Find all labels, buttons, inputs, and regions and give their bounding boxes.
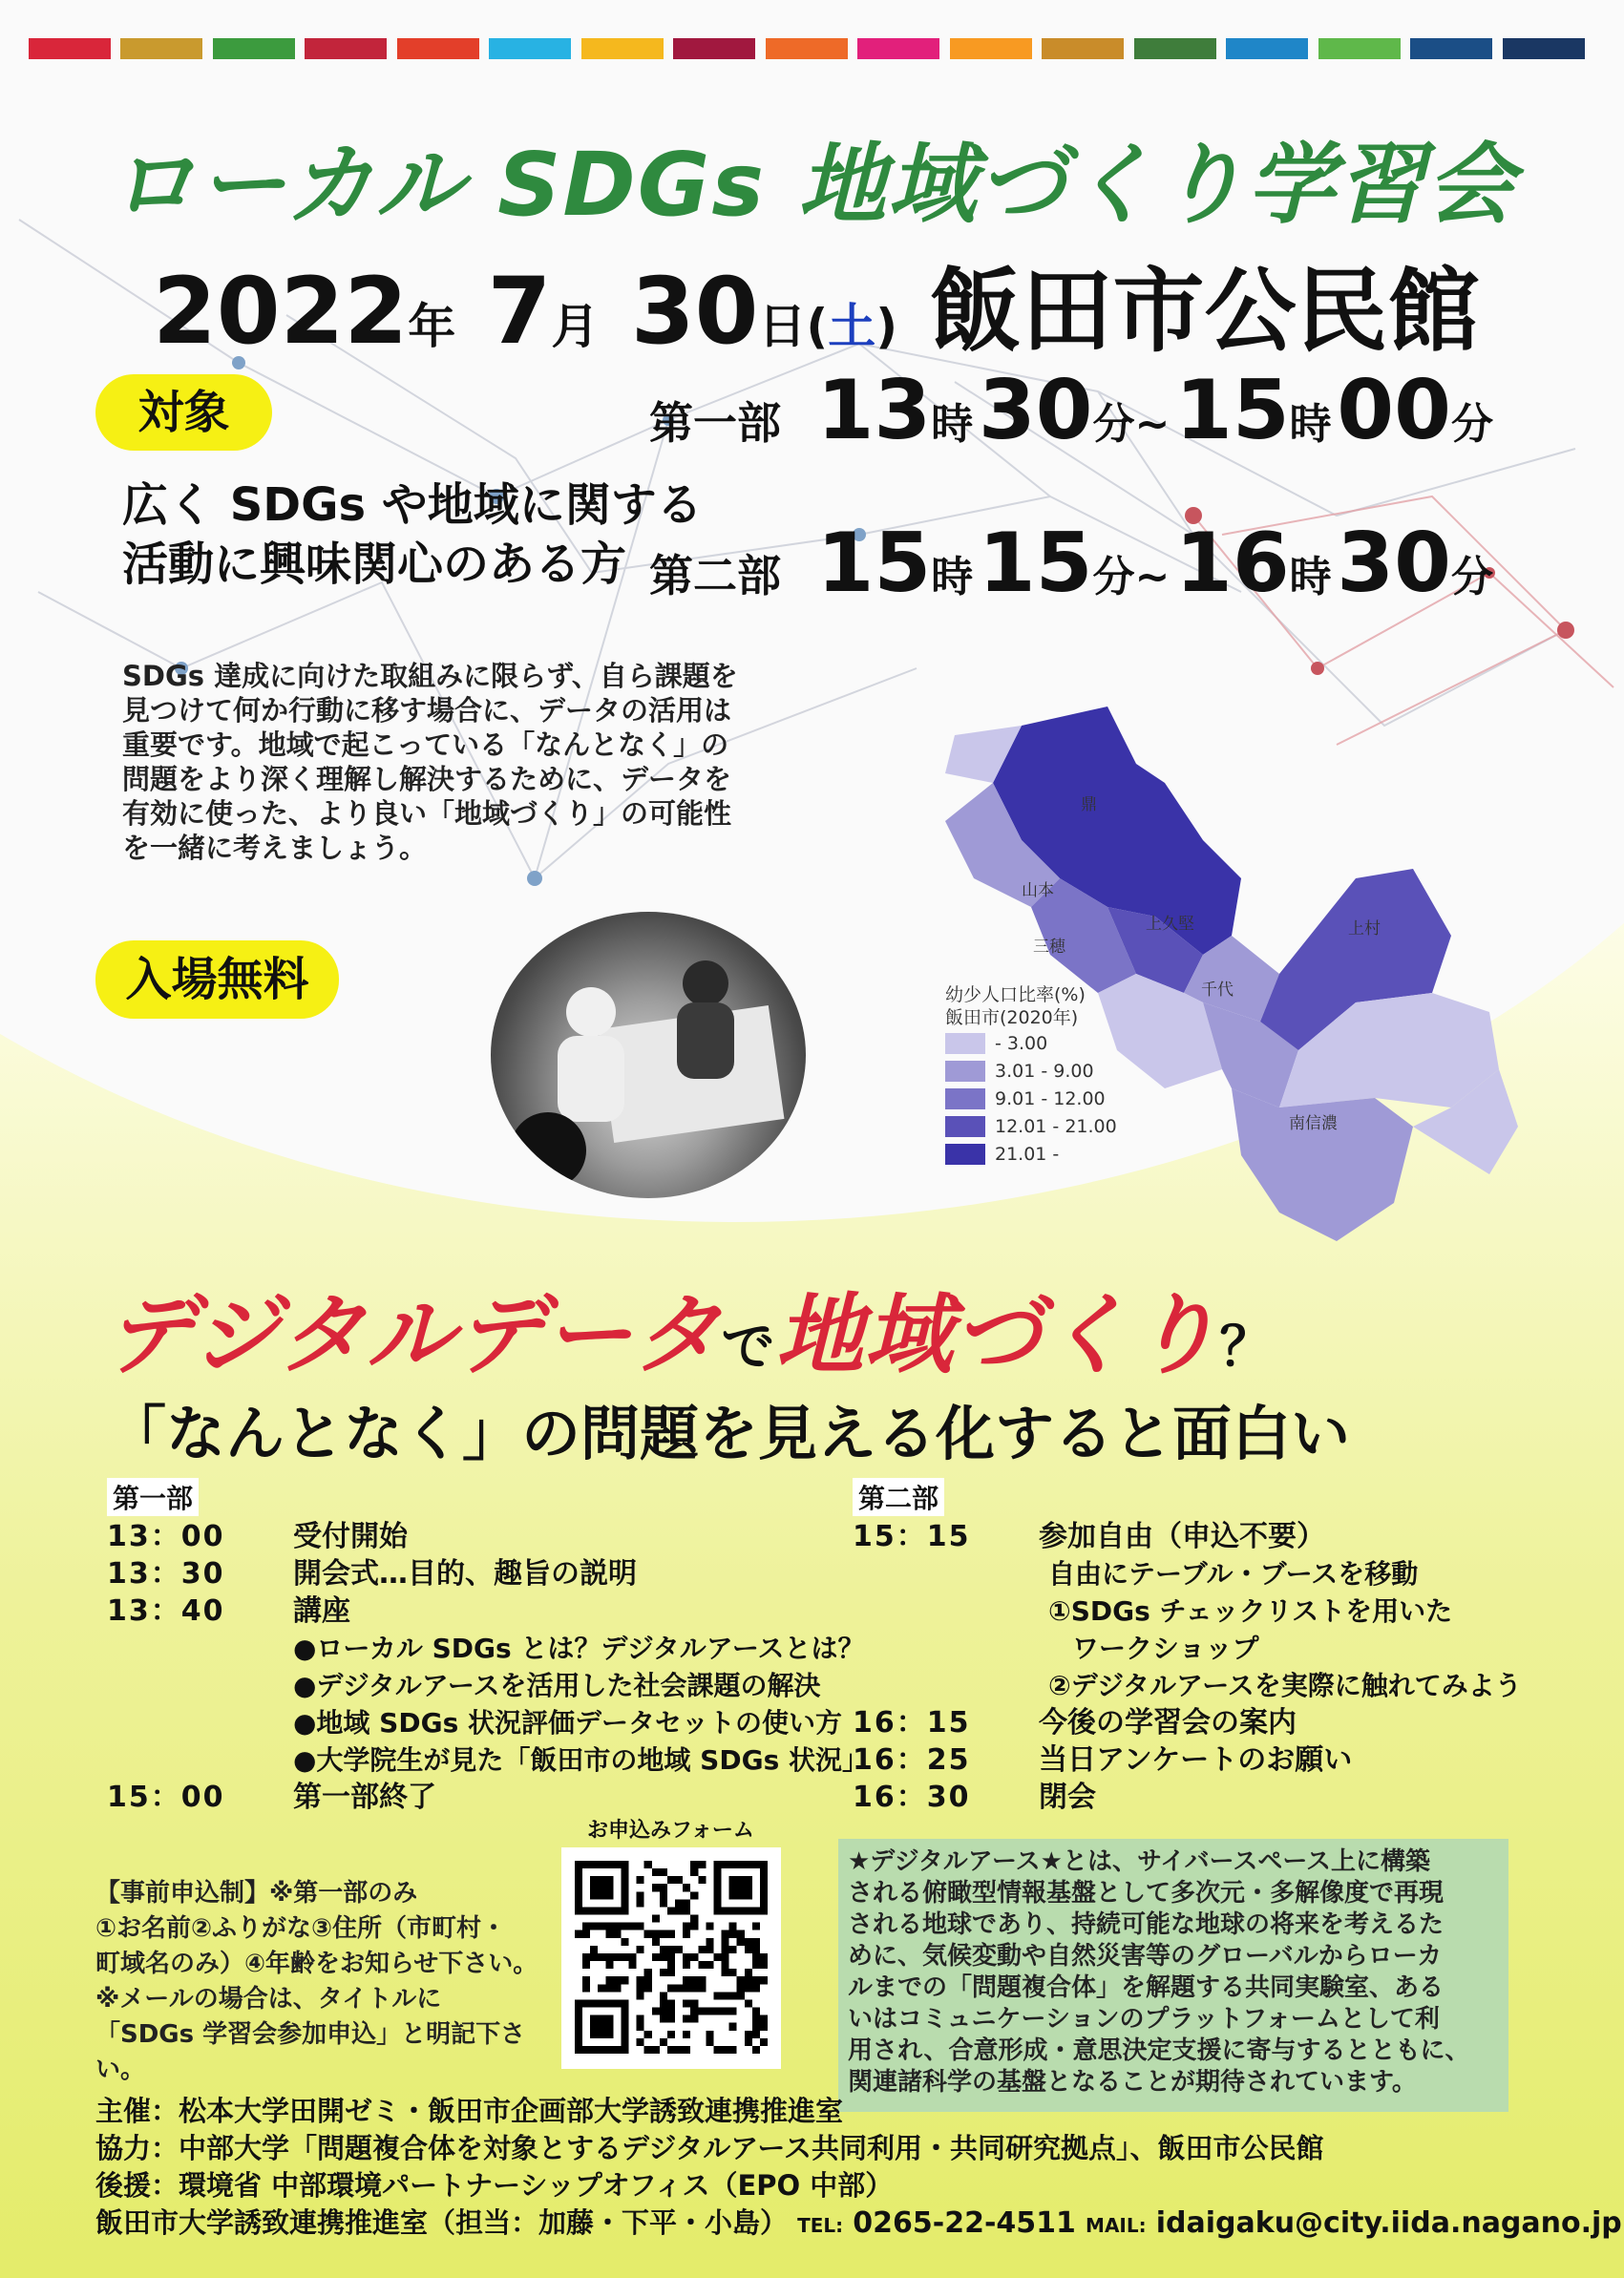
schedule-desc: 第一部終了 bbox=[293, 1781, 436, 1814]
headline-particle: で bbox=[721, 1317, 776, 1379]
schedule-row bbox=[107, 1592, 833, 1630]
hour-unit: 時 bbox=[931, 553, 974, 601]
sub-headline: 「なんとなく」の問題を見える化すると面白い bbox=[107, 1399, 1351, 1468]
date-month-unit: 月 bbox=[551, 299, 600, 354]
intro-line: 問題をより深く理解し解決するために、データを bbox=[122, 763, 732, 795]
schedule-row bbox=[853, 1741, 1578, 1779]
weekday-close: ) bbox=[875, 299, 898, 354]
legend-row bbox=[945, 1112, 1117, 1140]
legend-label: 21.01 - bbox=[995, 1143, 1060, 1165]
min-unit: 分 bbox=[1450, 400, 1493, 449]
session-2-end-hour: 16 bbox=[1174, 516, 1290, 611]
workshop-photo bbox=[491, 912, 806, 1198]
note-line: ★デジタルアース★とは、サイバースペース上に構築 bbox=[848, 1847, 1431, 1876]
legend-label: 3.01 - 9.00 bbox=[995, 1060, 1094, 1082]
legend-swatch bbox=[945, 1116, 985, 1137]
weekday-open: ( bbox=[806, 299, 829, 354]
legend-title-2: 飯田市(2020年) bbox=[945, 1007, 1079, 1028]
session-1-start-min: 30 bbox=[978, 363, 1093, 458]
map-label-yamamoto: 山本 bbox=[1022, 881, 1054, 900]
date-year: 2022 bbox=[153, 258, 409, 365]
sdg-color-block bbox=[1134, 38, 1216, 59]
target-line-1: 広く SDGs や地域に関する bbox=[122, 478, 703, 532]
schedule-row bbox=[107, 1779, 833, 1816]
lecture-topic: ●大学院生が見た「飯田市の地域 SDGs 状況」 bbox=[293, 1744, 869, 1776]
schedule-desc: 受付開始 bbox=[293, 1520, 408, 1553]
target-audience bbox=[122, 475, 703, 594]
sdg-color-block bbox=[1410, 38, 1492, 59]
hour-unit: 時 bbox=[1289, 553, 1332, 601]
map-label-kamimura: 上村 bbox=[1348, 919, 1381, 939]
credits bbox=[95, 2093, 1622, 2245]
schedule-1-heading: 第一部 bbox=[107, 1478, 199, 1516]
schedule-time: 16：25 bbox=[853, 1743, 971, 1777]
sdg-color-block bbox=[120, 38, 202, 59]
application-form-qr[interactable] bbox=[561, 1847, 781, 2069]
legend-label: 9.01 - 12.00 bbox=[995, 1087, 1106, 1109]
sdg-color-block bbox=[489, 38, 571, 59]
hour-unit: 時 bbox=[1289, 400, 1332, 449]
registration-line: 【事前申込制】※第一部のみ bbox=[95, 1879, 418, 1908]
sdg-color-block bbox=[1042, 38, 1124, 59]
min-unit: 分 bbox=[1092, 400, 1135, 449]
schedule-time: 16：15 bbox=[853, 1706, 971, 1740]
tel-label: TEL: bbox=[797, 2214, 844, 2237]
schedule-2-heading: 第二部 bbox=[853, 1478, 944, 1516]
credit-host: 主催：松本大学田開ゼミ・飯田市企画部大学誘致連携推進室 bbox=[95, 2095, 844, 2127]
lecture-topic: ●ローカル SDGs とは？デジタルアースとは？ bbox=[293, 1633, 865, 1664]
map-label-chiyo: 千代 bbox=[1201, 981, 1234, 1000]
legend-title-1: 幼少人口比率(%) bbox=[945, 984, 1086, 1005]
intro-line: SDGs 達成に向けた取組みに限らず、自ら課題を bbox=[122, 660, 738, 692]
intro-line: 見つけて何か行動に移す場合に、データの活用は bbox=[122, 694, 732, 727]
intro-line: 重要です。地域で起こっている「なんとなく」の bbox=[122, 728, 729, 761]
legend-label: 12.01 - 21.00 bbox=[995, 1115, 1117, 1137]
note-line: される俯瞰型情報基盤として多次元・多解像度で再現 bbox=[848, 1879, 1445, 1908]
contact-line bbox=[95, 2204, 1622, 2245]
sdg-color-block bbox=[1226, 38, 1308, 59]
map-label-kamihisakata: 上久堅 bbox=[1146, 915, 1194, 934]
sdg-color-block bbox=[397, 38, 479, 59]
target-badge: 対象 bbox=[95, 374, 272, 451]
date-day: 30 bbox=[630, 258, 759, 365]
schedule-desc: 参加自由（申込不要） bbox=[1039, 1520, 1325, 1553]
sdg-color-block bbox=[213, 38, 295, 59]
sdg-color-block bbox=[766, 38, 848, 59]
sdg-color-block bbox=[857, 38, 939, 59]
map-label-kanae: 鼎 bbox=[1081, 795, 1097, 814]
note-line: 関連諸科学の基盤となることが期待されています。 bbox=[848, 2068, 1417, 2097]
schedule-desc: 講座 bbox=[293, 1594, 350, 1628]
lecture-topic: ●地域 SDGs 状況評価データセットの使い方 bbox=[293, 1707, 842, 1739]
target-line-2: 活動に興味関心のある方 bbox=[122, 538, 627, 591]
sdg-color-block bbox=[29, 38, 111, 59]
legend-label: - 3.00 bbox=[995, 1032, 1048, 1054]
schedule-part-1 bbox=[107, 1478, 869, 1816]
mail-label: MAIL: bbox=[1086, 2214, 1147, 2237]
credit-support: 後援：環境省 中部環境パートナーシップオフィス（EPO 中部） bbox=[95, 2169, 894, 2202]
schedule-desc: 今後の学習会の案内 bbox=[1039, 1706, 1297, 1740]
schedule-time: 15：00 bbox=[107, 1781, 225, 1814]
note-line: いはコミュニケーションのプラットフォームとして利 bbox=[848, 2005, 1440, 2034]
session-1-end-min: 00 bbox=[1337, 363, 1451, 458]
session-1-time bbox=[649, 363, 1493, 458]
date-year-unit: 年 bbox=[408, 299, 456, 354]
min-unit: 分 bbox=[1092, 553, 1135, 601]
sdg-color-bar bbox=[29, 38, 1594, 61]
schedule-sub-item: ①SDGs チェックリストを用いた bbox=[1048, 1595, 1453, 1627]
legend-swatch bbox=[945, 1144, 985, 1165]
sdg-color-block bbox=[673, 38, 755, 59]
map-label-mitsue: 三穂 bbox=[1033, 938, 1065, 957]
schedule-desc: 開会式…目的、趣旨の説明 bbox=[293, 1557, 637, 1591]
tilde: ~ bbox=[1134, 553, 1171, 601]
contact-office: 飯田市大学誘致連携推進室（担当：加藤・下平・小島） bbox=[95, 2206, 789, 2239]
schedule-sub-item: ②デジタルアースを実際に触れてみよう bbox=[1048, 1670, 1522, 1701]
legend-row bbox=[945, 1057, 1117, 1085]
tel-number[interactable]: 0265-22-4511 bbox=[853, 2206, 1076, 2240]
note-line: 用され、合意形成・意思決定支援に寄与するとともに、 bbox=[848, 2036, 1470, 2065]
legend-swatch bbox=[945, 1061, 985, 1082]
schedule-row bbox=[107, 1518, 833, 1555]
legend-swatch bbox=[945, 1033, 985, 1054]
session-2-start-hour: 15 bbox=[816, 516, 932, 611]
schedule-time: 15：15 bbox=[853, 1520, 971, 1553]
registration-line: ①お名前②ふりがな③住所（市町村・ bbox=[95, 1914, 507, 1943]
note-line: めに、気候変動や自然災害等のグローバルからローカ bbox=[848, 1942, 1443, 1971]
registration-line: 「SDGs 学習会参加申込」と明記下さい。 bbox=[95, 2020, 526, 2084]
sdg-color-block bbox=[305, 38, 387, 59]
legend-swatch bbox=[945, 1088, 985, 1109]
session-2-end-min: 30 bbox=[1337, 516, 1451, 611]
date-month: 7 bbox=[487, 258, 552, 365]
session-1-start-hour: 13 bbox=[816, 363, 932, 458]
venue: 飯田市公民館 bbox=[929, 258, 1480, 365]
mail-address[interactable]: idaigaku@city.iida.nagano.jp bbox=[1155, 2206, 1622, 2240]
event-date bbox=[153, 239, 1489, 369]
schedule-time: 13：30 bbox=[107, 1557, 225, 1591]
headline-digital-data: デジタルデータ bbox=[105, 1284, 722, 1386]
registration-line: ※メールの場合は、タイトルに bbox=[95, 1985, 442, 2014]
sdg-color-block bbox=[1318, 38, 1401, 59]
hour-unit: 時 bbox=[931, 400, 974, 449]
sdg-color-block bbox=[1503, 38, 1585, 59]
legend-row bbox=[945, 1029, 1117, 1057]
map-label-minamishinano: 南信濃 bbox=[1289, 1114, 1338, 1133]
sdg-color-block bbox=[950, 38, 1032, 59]
schedule-time: 16：30 bbox=[853, 1781, 971, 1814]
headline-community: 地域づくり bbox=[775, 1284, 1220, 1386]
session-2-label: 第二部 bbox=[649, 550, 781, 601]
credit-cooperation: 協力：中部大学「問題複合体を対象とするデジタルアース共同利用・共同研究拠点」、飯田市公民館 bbox=[95, 2132, 1324, 2164]
qr-caption: お申込みフォーム bbox=[587, 1819, 754, 1843]
legend-row bbox=[945, 1085, 1117, 1112]
lecture-topic: ●デジタルアースを活用した社会課題の解決 bbox=[293, 1670, 821, 1701]
digital-earth-note bbox=[838, 1839, 1508, 2112]
registration-info bbox=[95, 1876, 544, 2088]
min-unit: 分 bbox=[1450, 553, 1493, 601]
schedule-sub-item: 自由にテーブル・ブースを移動 bbox=[1048, 1558, 1419, 1590]
registration-line: 町域名のみ）④年齢をお知らせ下さい。 bbox=[95, 1950, 538, 1978]
schedule-time: 13：40 bbox=[107, 1594, 225, 1628]
session-1-label: 第一部 bbox=[649, 397, 781, 449]
intro-line: 有効に使った、より良い「地域づくり」の可能性 bbox=[122, 797, 732, 830]
tilde: ~ bbox=[1134, 400, 1171, 449]
schedule-desc: 当日アンケートのお願い bbox=[1039, 1743, 1353, 1777]
qr-code-icon bbox=[575, 1861, 768, 2054]
schedule-desc: 閉会 bbox=[1039, 1781, 1096, 1814]
session-1-end-hour: 15 bbox=[1174, 363, 1290, 458]
schedule-time: 13：00 bbox=[107, 1520, 225, 1553]
schedule-part-2 bbox=[853, 1478, 1578, 1816]
event-title: ローカル SDGs 地域づくり学習会 bbox=[107, 134, 1517, 236]
date-day-unit: 日 bbox=[758, 299, 807, 354]
sdg-color-block bbox=[581, 38, 664, 59]
note-line: される地球であり、持続可能な地球の将来を考えるた bbox=[848, 1910, 1445, 1939]
schedule-row bbox=[107, 1555, 833, 1592]
main-headline bbox=[105, 1265, 1537, 1391]
free-entry-badge: 入場無料 bbox=[95, 940, 339, 1019]
date-weekday: 土 bbox=[828, 299, 876, 354]
schedule-row bbox=[853, 1779, 1578, 1816]
schedule-row bbox=[853, 1518, 1578, 1555]
schedule-row bbox=[853, 1704, 1578, 1741]
headline-question: ？ bbox=[1219, 1317, 1275, 1379]
schedule-sub-item: ワークショップ bbox=[1072, 1633, 1259, 1664]
map-legend bbox=[945, 983, 1117, 1168]
legend-row bbox=[945, 1140, 1117, 1168]
session-2-start-min: 15 bbox=[978, 516, 1093, 611]
intro-text bbox=[122, 659, 829, 865]
intro-line: を一緒に考えましょう。 bbox=[122, 832, 428, 864]
note-line: ルまでの「問題複合体」を解題する共同実験室、ある bbox=[848, 1973, 1445, 2002]
